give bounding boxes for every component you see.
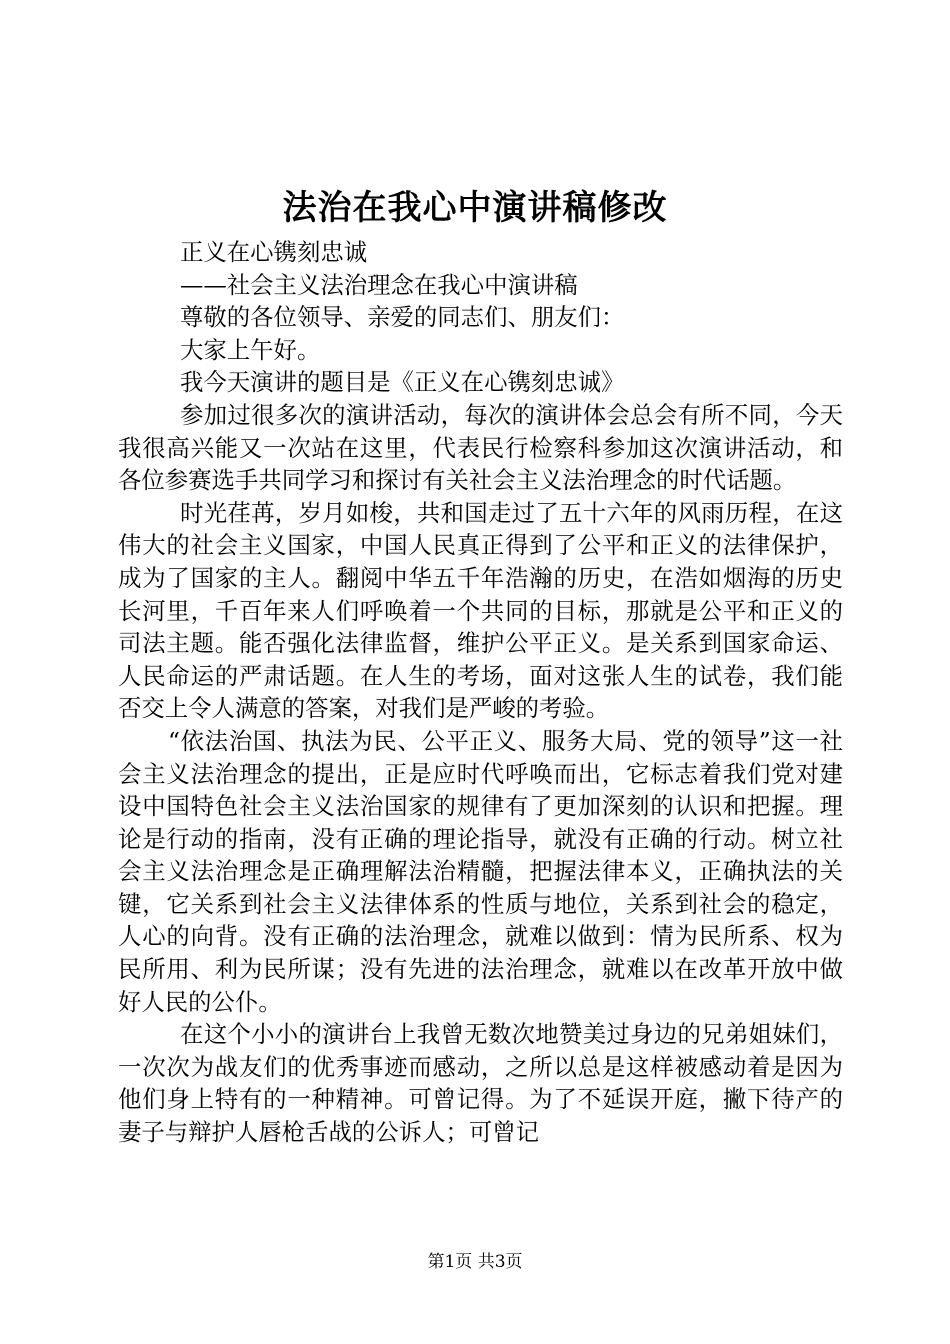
body-paragraph: 时光荏苒，岁月如梭，共和国走过了五十六年的风雨历程，在这伟大的社会主义国家，中国人民真正得到了公平和正义的法律保护，成为了国家的主人。翻阅中华五千年浩瀚的历史，在浩如烟海的历史长河里，千百年来人们呼唤着一个共同的目标，那就是公平和正义的司法主题。能否强化法律监督，维护公平正义。是关系到国家命运、人民命运的严肃话题。在人生的考场，面对这张人生的试卷，我们能否交上令人满意的答案，对我们是严峻的考验。 <box>118 498 843 723</box>
body-paragraph: “依法治国、执法为民、公平正义、服务大局、党的领导”这一社会主义法治理念的提出，正是应时代呼唤而出，它标志着我们党对建设中国特色社会主义法治国家的规律有了更加深刻的认识和把握。理论是行动的指南，没有正确的理论指导，就没有正确的行动。树立社会主义法治理念是正确理解法治精髓，把握法律本义，正确执法的关键，它关系到社会主义法律体系的性质与地位，关系到社会的稳定，人心的向背。没有正确的法治理念，就难以做到：情为民所系、权为民所用、利为民所谋；没有先进的法治理念，就难以在改革开放中做好人民的公仆。 <box>118 726 843 1016</box>
document-title: 法治在我心中演讲稿修改 <box>282 188 668 228</box>
speech-heading: 正义在心镌刻忠诚 <box>180 238 368 266</box>
salutation: 尊敬的各位领导、亲爱的同志们、朋友们： <box>180 303 625 332</box>
body-paragraph: 在这个小小的演讲台上我曾无数次地赞美过身边的兄弟姐妹们，一次次为战友们的优秀事迹而感动，之所以总是这样被感动着是因为他们身上特有的一种精神。可曾记得。为了不延误开庭，撇下待产的妻子与辩护人唇枪舌战的公诉人；可曾记 <box>118 1020 843 1147</box>
topic-statement: 我今天演讲的题目是《正义在心镌刻忠诚》 <box>180 368 625 397</box>
document-body <box>118 236 843 1149</box>
greeting: 大家上午好。 <box>180 335 321 364</box>
speech-subheading: ——社会主义法治理念在我心中演讲稿 <box>180 270 578 299</box>
page-number-footer: 第1页 共3页 <box>427 1252 523 1272</box>
body-paragraph: 参加过很多次的演讲活动，每次的演讲体会总会有所不同，今天我很高兴能又一次站在这里，代表民行检察科参加这次演讲活动，和各位参赛选手共同学习和探讨有关社会主义法治理念的时代话题。 <box>118 400 843 495</box>
